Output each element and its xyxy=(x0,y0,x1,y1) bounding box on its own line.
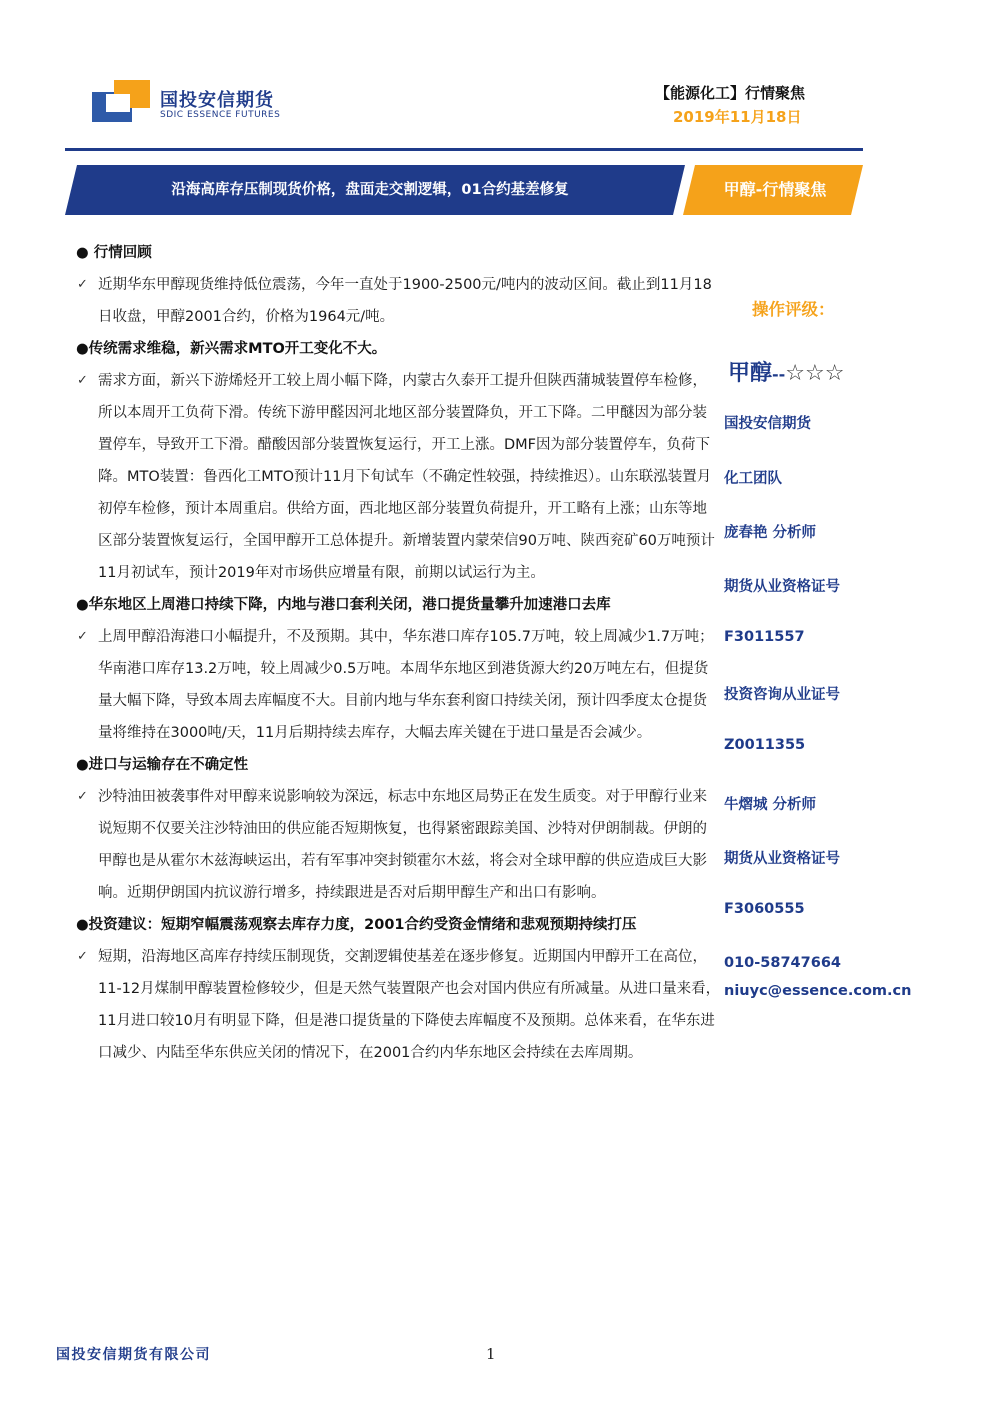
sidebar-license-number-1: F3011557 xyxy=(724,629,805,645)
headline-text: 沿海高库存压制现货价格，盘面走交割逻辑，01合约基差修复 xyxy=(171,182,569,198)
product-tag: 甲醇-行情聚焦 xyxy=(723,180,827,199)
section-paragraph xyxy=(76,365,721,589)
sidebar-consult-label: 投资咨询从业证号 xyxy=(724,687,840,703)
report-body xyxy=(76,237,721,1069)
section-market-review xyxy=(76,237,721,333)
checkmark-icon: ✓ xyxy=(77,949,88,964)
section-demand xyxy=(76,333,721,589)
section-heading: ●投资建议：短期窄幅震荡观察去库存力度，2001合约受资金情绪和悲观预期持续打压 xyxy=(76,917,637,933)
sidebar-license-label-2: 期货从业资格证号 xyxy=(724,851,840,867)
section-heading: ● 行情回顾 xyxy=(76,245,152,261)
section-investment-advice xyxy=(76,909,721,1069)
checkmark-icon: ✓ xyxy=(77,277,88,292)
paragraph-text: 沙特油田被袭事件对甲醇来说影响较为深远，标志中东地区局势正在发生质变。对于甲醇行业来说短期不仅要关注沙特油田的供应能否短期恢复，也得紧密跟踪美国、沙特对伊朗制裁。伊朗的甲醇也是从霍尔木兹海峡运出，若有军事冲突封锁霍尔木兹，将会对全球甲醇的供应造成巨大影响。近期伊朗国内抗议游行增多，持续跟进是否对后期甲醇生产和出口有影响。 xyxy=(98,789,707,901)
rating-title: 操作评级： xyxy=(752,300,835,319)
rating-product: 甲醇 xyxy=(728,361,773,386)
section-paragraph xyxy=(76,941,721,1069)
sidebar-consult-number: Z0011355 xyxy=(724,737,806,753)
sidebar-license-number-2: F3060555 xyxy=(724,901,805,917)
report-date: 2019年11月18日 xyxy=(673,108,802,126)
sidebar-email: niuyc@essence.com.cn xyxy=(724,983,912,999)
paragraph-text: 近期华东甲醇现货维持低位震荡，今年一直处于1900-2500元/吨内的波动区间。截止到11月18日收盘，甲醇2001合约，价格为1964元/吨。 xyxy=(98,277,712,325)
sidebar-company: 国投安信期货 xyxy=(724,416,811,432)
section-heading: ●传统需求维稳，新兴需求MTO开工变化不大。 xyxy=(76,341,387,357)
company-logo xyxy=(92,80,332,130)
paragraph-text: 需求方面，新兴下游烯烃开工较上周小幅下降，内蒙古久泰开工提升但陕西蒲城装置停车检修，所以本周开工负荷下滑。传统下游甲醛因河北地区部分装置降负，开工下降。二甲醚因为部分装置停车，导致开工下滑。醋酸因部分装置恢复运行，开工上涨。DMF因为部分装置停车，负荷下降。MTO装置：鲁西化工MTO预计11月下旬试车（不确定性较强，持续推迟）。山东联泓装置月初停车检修，预计本周重启。供给方面，西北地区部分装置负荷提升，开工略有上涨；山东等地区部分装置恢复运行，全国甲醇开工总体提升。新增装置内蒙荣信90万吨、陕西兖矿60万吨预计11月初试车，预计2019年对市场供应增量有限，前期以试运行为主。 xyxy=(98,373,715,581)
paragraph-text: 短期，沿海地区高库存持续压制现货，交割逻辑使基差在逐步修复。近期国内甲醇开工在高位，11-12月煤制甲醇装置检修较少，但是天然气装置限产也会对国内供应有所减量。从进口量来看，11月进口较10月有明显下降，但是港口提货量的下降使去库幅度不及预期。总体来看，在华东进口减少、内陆至华东供应关闭的情况下，在2001合约内华东地区会持续在去库周期。 xyxy=(98,949,721,1061)
section-heading: ●华东地区上周港口持续下降，内地与港口套利关闭，港口提货量攀升加速港口去库 xyxy=(76,597,611,613)
logo-mark-icon xyxy=(92,80,152,124)
rating-dash: -- xyxy=(772,365,786,384)
sidebar-team: 化工团队 xyxy=(724,471,782,487)
sidebar-analyst-1: 庞春艳 分析师 xyxy=(724,525,817,541)
sidebar-analyst-2: 牛熠城 分析师 xyxy=(724,797,817,813)
logo-text-en: SDIC ESSENCE FUTURES xyxy=(160,110,281,120)
section-port-inventory xyxy=(76,589,721,749)
header-divider xyxy=(65,148,863,151)
section-paragraph xyxy=(76,781,721,909)
sidebar-phone: 010-58747664 xyxy=(724,955,841,971)
checkmark-icon: ✓ xyxy=(77,789,88,804)
section-heading: ●进口与运输存在不确定性 xyxy=(76,757,249,773)
page-number: 1 xyxy=(486,1345,496,1363)
checkmark-icon: ✓ xyxy=(77,629,88,644)
checkmark-icon: ✓ xyxy=(77,373,88,388)
report-type: 【能源化工】行情聚焦 xyxy=(655,84,806,102)
section-paragraph xyxy=(76,621,721,749)
logo-text-cn: 国投安信期货 xyxy=(160,90,274,111)
sidebar-license-label-1: 期货从业资格证号 xyxy=(724,579,840,595)
footer-company: 国投安信期货有限公司 xyxy=(56,1347,211,1363)
rating-stars-icon: ☆☆☆ xyxy=(785,361,845,386)
paragraph-text: 上周甲醇沿海港口小幅提升，不及预期。其中，华东港口库存105.7万吨，较上周减少1.7万吨；华南港口库存13.2万吨，较上周减少0.5万吨。本周华东地区到港货源大约20万吨左右，但提货量大幅下降，导致本周去库幅度不大。目前内地与华东套利窗口持续关闭，预计四季度太仓提货量将维持在3000吨/天，11月后期持续去库存，大幅去库关键在于进口量是否会减少。 xyxy=(98,629,714,741)
section-paragraph xyxy=(76,269,721,333)
rating xyxy=(728,356,844,387)
section-import-uncertainty xyxy=(76,749,721,909)
